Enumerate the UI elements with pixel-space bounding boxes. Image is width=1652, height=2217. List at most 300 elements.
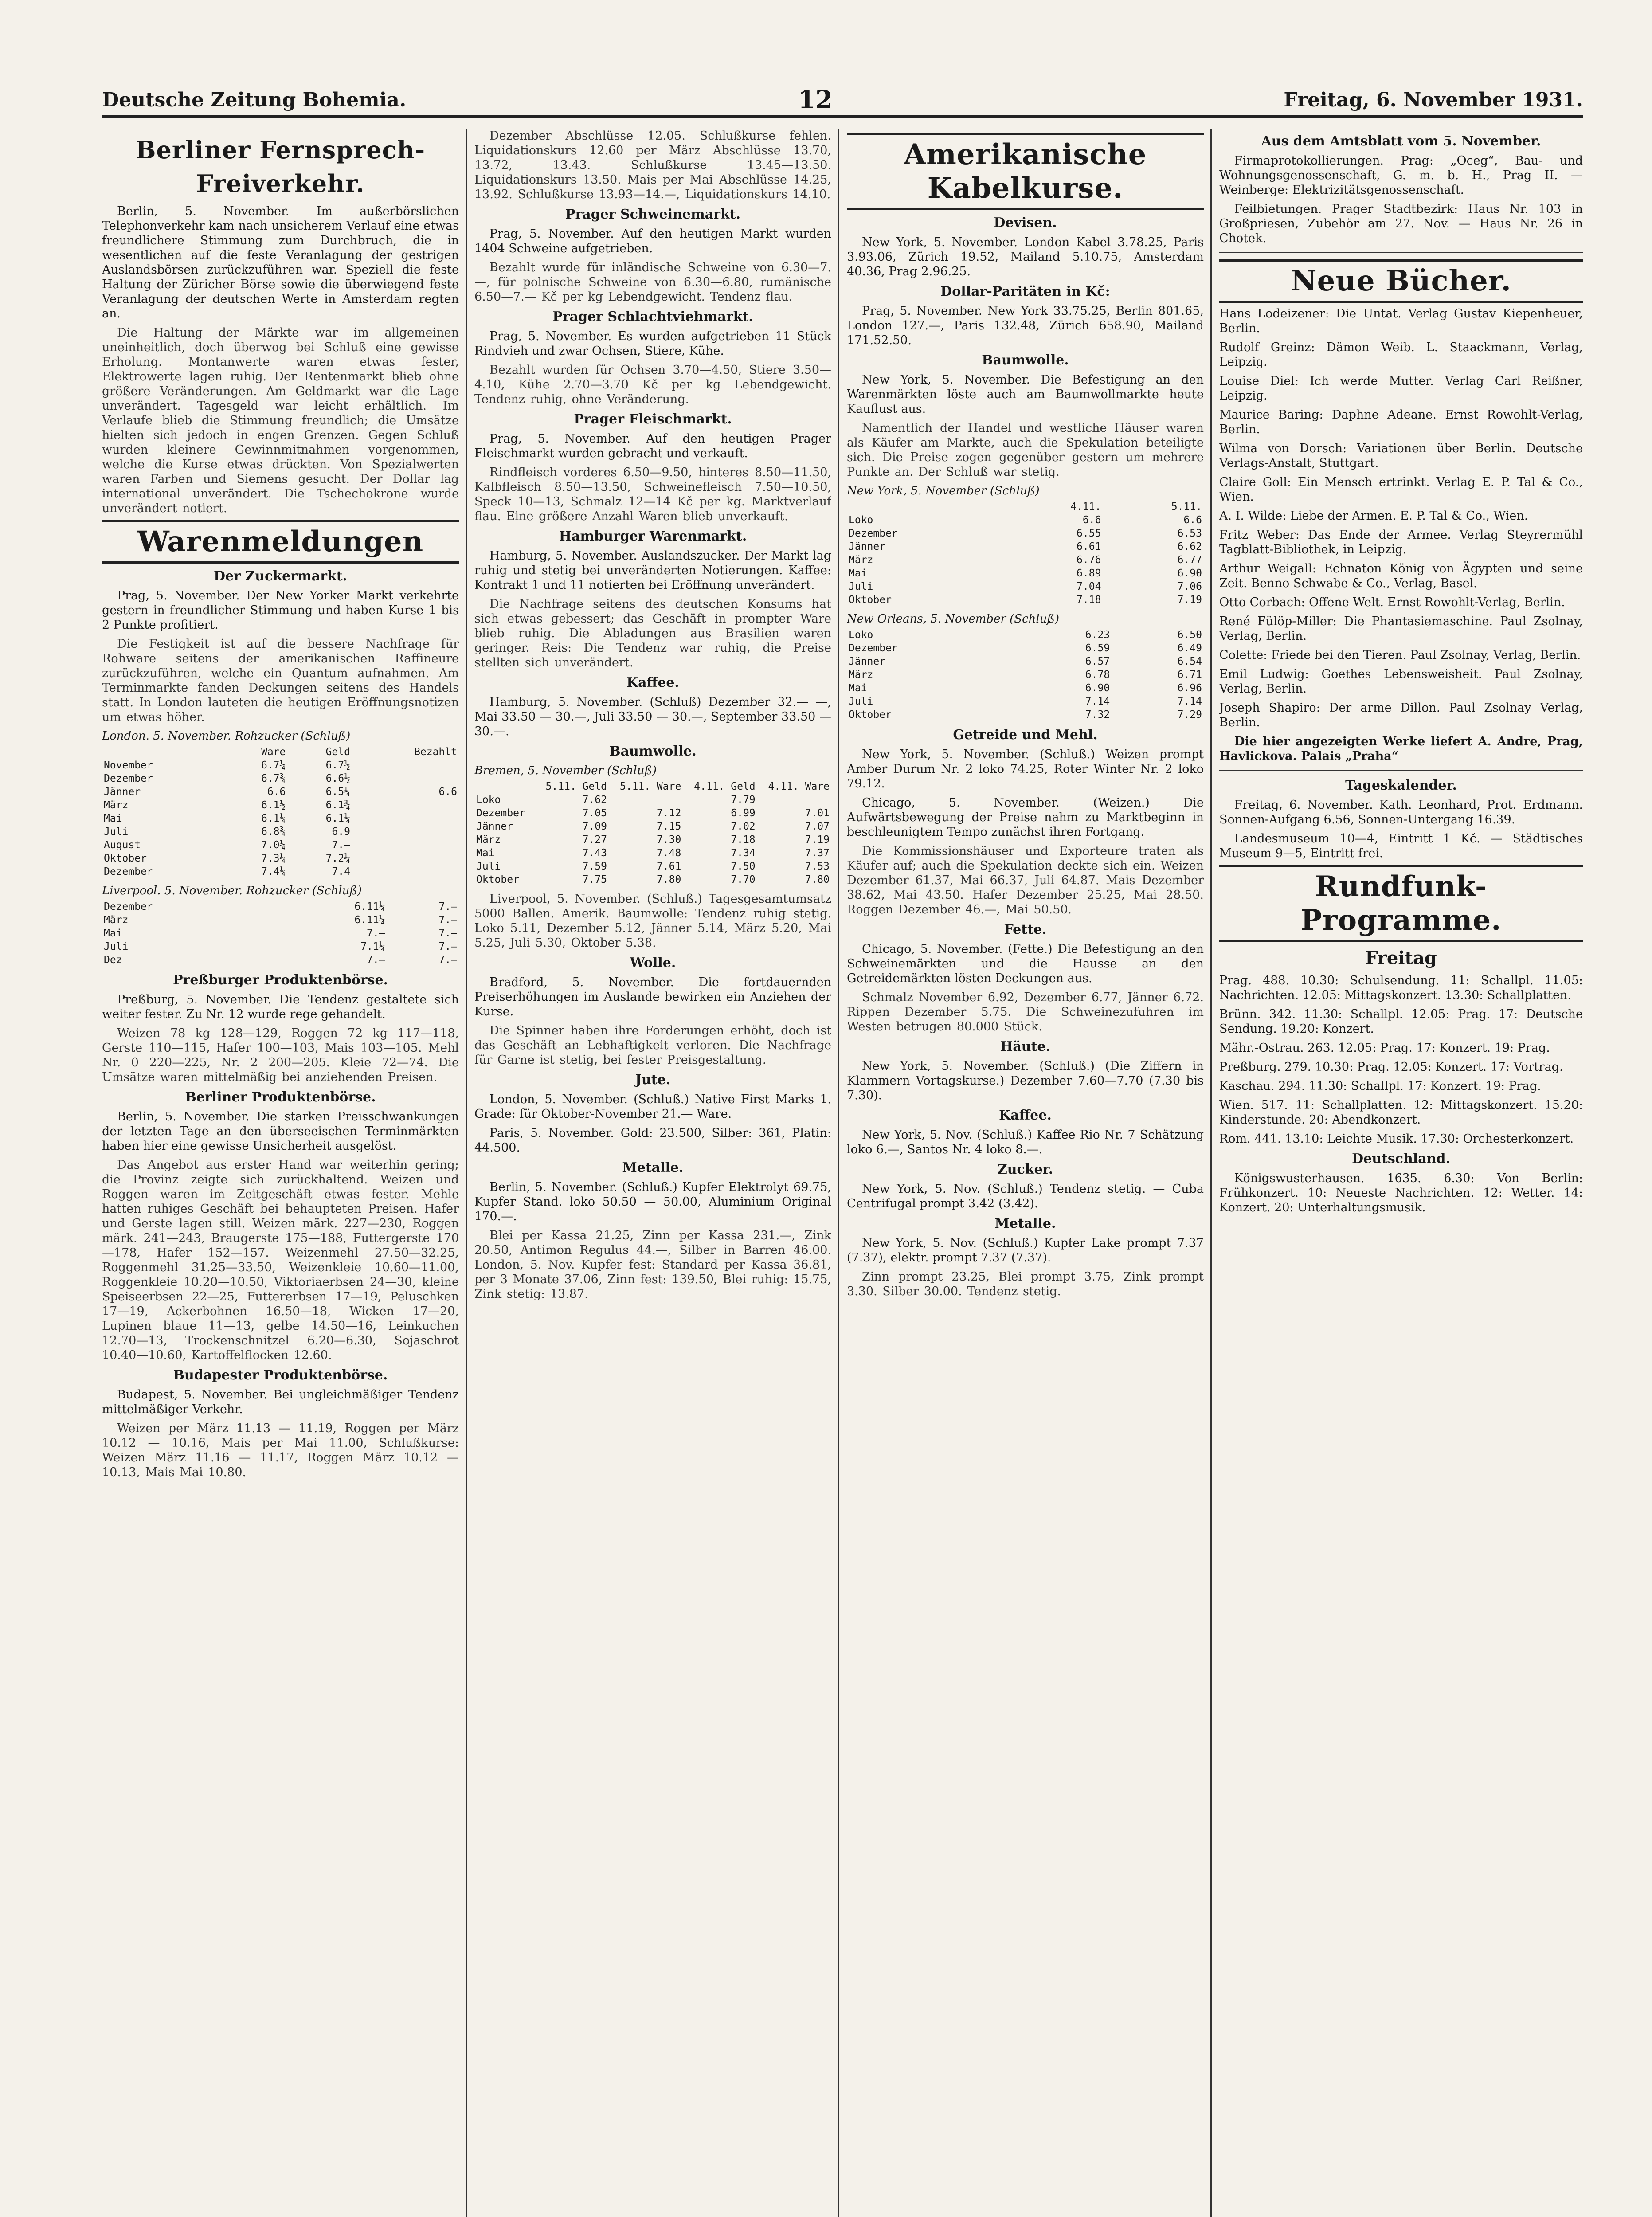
book-entry: Maurice Baring: Daphne Adeane. Ernst Rowohlt-Verlag, Berlin. (1219, 408, 1583, 436)
table-row (847, 655, 1204, 668)
sub-zuckermarkt: Der Zuckermarkt. (213, 568, 348, 584)
table-row (847, 695, 1204, 708)
table-header-cell: 5.11. (1171, 501, 1202, 513)
divider (1219, 252, 1583, 253)
metalle-ny-body: Zinn prompt 23.25, Blei prompt 3.75, Zink prompt 3.30. Silber 30.00. Tendenz stetig. (847, 1270, 1204, 1298)
table-cell: Mai (849, 682, 867, 694)
table-cell: 7.32 (1085, 709, 1110, 721)
schlacht-body: Bezahlt wurden für Ochsen 3.70—4.50, Stiere 3.50—4.10, Kühe 2.70—3.70 Kč per kg Lebendgewicht. Tendenz ruhig, ohne Veränderung. (474, 363, 831, 406)
table-cell: 7.48 (656, 847, 681, 859)
devisen-text: New York, 5. November. London Kabel 3.78.25, Paris 3.93.06, Zürich 19.52, Mailand 5.10.75, Amsterdam 40.36, Prag 2.96.25. (847, 235, 1204, 278)
sub-haeute: Häute. (1000, 1039, 1050, 1054)
headline-kabelkurse: Amerikanische Kabelkurse. (847, 133, 1204, 210)
table-cell (352, 772, 459, 785)
kaffee-hamburg-text: Hamburg, 5. November. (Schluß) Dezember 32.— —, Mai 33.50 — 30.—, Juli 33.50 — 30.—, September 33.50 — 30.—. (474, 695, 831, 738)
table-row (102, 825, 459, 838)
sub-pressburg: Preßburger Produktenbörse. (172, 972, 388, 988)
table-cell: 7.— (438, 941, 457, 952)
table-cell (352, 759, 459, 772)
table-cell: 7.19 (805, 834, 830, 846)
table-row (102, 838, 459, 852)
table-cell: 7.— (438, 954, 457, 966)
table-row (847, 580, 1204, 593)
table-cell: 7.53 (805, 861, 830, 872)
table-cell: 7.04 (1077, 581, 1101, 592)
gold-text: Paris, 5. November. Gold: 23.500, Silber: 361, Platin: 44.500. (474, 1126, 831, 1155)
table-cell: 6.1¼ (261, 813, 286, 824)
table-cell: 6.53 (1177, 528, 1202, 539)
table-cell: Juli (104, 826, 129, 838)
sub-devisen: Devisen. (994, 215, 1057, 231)
table-cell: Jänner (476, 821, 513, 832)
table-cell: 6.96 (1177, 682, 1202, 694)
table-cell: 7.30 (656, 834, 681, 846)
table-cell: März (849, 669, 873, 681)
pressburg-body: Weizen 78 kg 128—129, Roggen 72 kg 117—118, Gerste 110—115, Hafer 100—103, Mais 103—105. Mehl Nr. 0 220—225, Nr. 2 200—205. Kleie 72—74. Die Umsätze waren mittelmäßig bei anziehenden Preisen. (102, 1026, 459, 1084)
sub-schlachtvieh: Prager Schlachtviehmarkt. (552, 309, 753, 325)
zucker-body: Die Festigkeit ist auf die bessere Nachfrage für Rohware seitens der amerikanischen Raffineure zurückzuführen, welche ein Quantum aufnahmen. Am Terminmarkte fanden Deckungen seitens des Handels statt. In London lauteten die heutigen Eröffnungsnotizen um etwas höher. (102, 637, 459, 724)
table-cell: 7.80 (656, 874, 681, 885)
sub-getreide: Getreide und Mehl. (953, 727, 1098, 743)
table-cell: 6.71 (1177, 669, 1202, 681)
table-cell: Oktober (849, 709, 892, 721)
no-cotton-label: New Orleans, 5. November (Schluß) (847, 612, 1059, 626)
table-cell: Dezember (104, 901, 153, 913)
table-cell: 6.1¾ (325, 799, 350, 811)
table-cell: 6.5¼ (325, 786, 350, 798)
column-4 (1219, 129, 1583, 2217)
chicago-text: Chicago, 5. November. (Weizen.) Die Aufwärtsbewegung der Preise nahm zu Marktbeginn in beschleunigtem Tempo zunächst ihren Fortgang. (847, 796, 1204, 839)
book-entry: Arthur Weigall: Echnaton König von Ägypten und seine Zeit. Benno Schwabe & Co., Verlag, Basel. (1219, 562, 1583, 590)
haeute-text: New York, 5. November. (Schluß.) (Die Ziffern in Klammern Vortagskurse.) Dezember 7.60—7.70 (7.30 bis 7.30). (847, 1059, 1204, 1102)
sub-schweinemarkt: Prager Schweinemarkt. (565, 207, 741, 222)
table-header-cell: 5.11. Ware (619, 781, 681, 792)
table-cell: 7.4¼ (261, 866, 286, 877)
table-cell: 6.6½ (325, 773, 350, 784)
schwein-body: Bezahlt wurde für inländische Schweine von 6.30—7.—, für polnische Schweine von 6.30—6.80, rumänische 6.50—7.— Kč per kg Lebendgewicht. Tendenz flau. (474, 261, 831, 304)
table-row (102, 772, 459, 785)
book-entry: Otto Corbach: Offene Welt. Ernst Rowohlt-Verlag, Berlin. (1219, 595, 1565, 609)
table-row (102, 852, 459, 865)
table-row (102, 953, 459, 967)
table-cell: Oktober (104, 853, 147, 864)
divider (1219, 770, 1583, 771)
book-entry: Louise Diel: Ich werde Mutter. Verlag Carl Reißner, Leipzig. (1219, 374, 1583, 403)
table-header-cell: 4.11. Ware (768, 781, 830, 792)
books-note: Die hier angezeigten Werke liefert A. Andre, Prag, Havlickova. Palais „Praha“ (1219, 735, 1583, 763)
radio-entry: Rom. 441. 13.10: Leichte Musik. 17.30: Orchesterkonzert. (1219, 1132, 1574, 1146)
table-cell: 6.7¼ (261, 760, 286, 771)
jute-text: London, 5. November. (Schluß.) Native First Marks 1. Grade: für Oktober-November 21.— Ware. (474, 1093, 831, 1121)
amtsblatt-head: Aus dem Amtsblatt vom 5. November. (1261, 133, 1541, 149)
sub-zucker-ny: Zucker. (997, 1162, 1053, 1177)
table-row (847, 553, 1204, 567)
table-row (102, 940, 459, 953)
table-cell: Mai (849, 568, 867, 579)
table-row (474, 820, 831, 833)
kaffee-ny-text: New York, 5. Nov. (Schluß.) Kaffee Rio Nr. 7 Schätzung loko 6.—, Santos Nr. 4 loko 8.—. (847, 1128, 1204, 1156)
table-row (102, 913, 459, 927)
table-cell: 7.27 (582, 834, 607, 846)
table-cell: 7.2¼ (325, 853, 350, 864)
table-cell: 7.— (332, 839, 350, 851)
table-cell: 6.90 (1085, 682, 1110, 694)
table-row (847, 628, 1204, 642)
table-cell (352, 812, 459, 825)
table-cell: 7.50 (731, 861, 756, 872)
zucker-ny-text: New York, 5. Nov. (Schluß.) Tendenz stetig. — Cuba Centrifugal prompt 3.42 (3.42). (847, 1182, 1204, 1210)
museum-text: Landesmuseum 10—4, Eintritt 1 Kč. — Städtisches Museum 9—5, Eintritt frei. (1219, 832, 1583, 860)
getreide-text: New York, 5. November. (Schluß.) Weizen prompt Amber Durum Nr. 2 loko 74.25, Roter Winter Nr. 2 loko 79.12. (847, 748, 1204, 791)
table-row (102, 812, 459, 825)
table-cell (757, 793, 831, 807)
sub-baumwolle-bremen: Baumwolle. (609, 744, 697, 759)
table-cell: Juli (476, 861, 501, 872)
schlacht-text: Prag, 5. November. Es wurden aufgetrieben 11 Stück Rindvieh und zwar Ochsen, Stiere, Kühe. (474, 329, 831, 358)
fleisch-body: Rindfleisch vorderes 6.50—9.50, hinteres 8.50—11.50, Kalbfleisch 8.50—13.50, Schweinefleisch 7.50—10.50, Speck 10—13, Schmalz 12—14 Kč per kg. Marktverlauf flau. Eine größere Anzahl Waren blieb unverkauft. (474, 466, 831, 523)
table-header-cell: Ware (261, 746, 286, 758)
table-row (847, 540, 1204, 553)
table-cell: 6.7½ (325, 760, 350, 771)
budapest-body: Weizen per März 11.13 — 11.19, Roggen per März 10.12 — 10.16, Mais per Mai 11.00, Schlußkurse: Weizen März 11.16 — 11.17, Roggen März 10.12 — 10.13, Mais Mai 10.80. (102, 1422, 459, 1479)
table-cell: 6.57 (1085, 656, 1110, 667)
table-cell: 7.34 (731, 847, 756, 859)
table-cell: August (104, 839, 141, 851)
masthead (102, 84, 1583, 118)
book-entry: Rudolf Greinz: Dämon Weib. L. Staackmann, Verlag, Leipzig. (1219, 341, 1583, 369)
table-cell: 7.80 (805, 874, 830, 885)
kalender-head: Tageskalender. (1345, 778, 1457, 793)
column-1 (102, 129, 459, 2217)
bremen-label: Bremen, 5. November (Schluß) (474, 764, 657, 777)
table-cell: 6.78 (1085, 669, 1110, 681)
table-row (847, 567, 1204, 580)
table-cell: Dezember (104, 773, 153, 784)
table-cell: 7.— (367, 954, 385, 966)
table-cell: Dezember (104, 866, 153, 877)
ny-cotton-table (847, 500, 1204, 607)
table-row (847, 593, 1204, 607)
table-cell: 7.15 (656, 821, 681, 832)
table-header-cell: Geld (325, 746, 350, 758)
table-row (474, 793, 831, 807)
baumwolle-ny-text: New York, 5. November. Die Befestigung an den Warenmärkten löste auch am Baumwollmarkte heute Kauflust aus. (847, 373, 1204, 416)
table-cell: 6.6 (267, 786, 286, 798)
table-row (474, 833, 831, 846)
table-row (102, 785, 459, 799)
table-cell: 6.11¼ (354, 901, 385, 913)
table-cell: 6.61 (1077, 541, 1101, 552)
table-cell: 6.6 (438, 786, 457, 798)
column-2 (474, 129, 831, 2217)
table-cell: 6.6 (1183, 514, 1202, 526)
book-entry: Fritz Weber: Das Ende der Armee. Verlag Steyrermühl Tagblatt-Bibliothek, in Leipzig. (1219, 528, 1583, 556)
table-cell: 7.3¼ (261, 853, 286, 864)
table-cell: Loko (849, 514, 873, 526)
book-entry: A. I. Wilde: Liebe der Armen. E. P. Tal & Co., Wien. (1219, 509, 1528, 523)
table-cell: 7.18 (1077, 594, 1101, 606)
table-cell: 7.4 (332, 866, 350, 877)
fernsprech-body: Die Haltung der Märkte war im allgemeinen uneinheitlich, doch überwog bei Schluß eine gewisse Erholung. Montanwerte waren etwas fester, Elektrowerte lagen ruhig. Der Rentenmarkt blieb ohne größere Veränderungen. Am Geldmarkt war die Lage unverändert. Tagesgeld war leicht erhältlich. Im Verlaufe blieb die Stimmung freundlich; die Umsätze hielten sich jedoch in engen Grenzen. Gegen Schluß wurden kleinere Gewinnmitnahmen vorgenommen, welche die Kurse etwas drückten. Von Spezialwerten waren Farben und Siemens gesucht. Der Dollar lag international unverändert. Die Tschechokrone wurde unverändert notiert. (102, 326, 459, 515)
table-cell (352, 838, 459, 852)
table-cell: Jänner (849, 656, 886, 667)
table-cell: Mai (104, 813, 122, 824)
table-cell: 7.19 (1177, 594, 1202, 606)
feilbietungen-text: Feilbietungen. Prager Stadtbezirk: Haus Nr. 103 in Großpriesen, Zubehör am 27. Nov. — Haus Nr. 26 in Chotek. (1219, 202, 1583, 245)
table-cell: März (104, 799, 129, 811)
table-cell: 7.05 (582, 807, 607, 819)
table-cell: 7.02 (731, 821, 756, 832)
book-entry: René Fülöp-Miller: Die Phantasiemaschine. Paul Zsolnay, Verlag, Berlin. (1219, 615, 1583, 643)
issue-date: Freitag, 6. November 1931. (1284, 89, 1583, 111)
section-warenmeldungen: Warenmeldungen (102, 520, 459, 564)
table-row (102, 759, 459, 772)
radio-entry: Mähr.-Ostrau. 263. 12.05: Prag. 17: Konzert. 19: Prag. (1219, 1041, 1550, 1055)
column-rule-3 (1210, 129, 1212, 2217)
bremen-cotton-table (474, 780, 831, 886)
table-cell: März (104, 914, 129, 926)
sub-kaffee-ny: Kaffee. (999, 1108, 1052, 1123)
table-cell: 7.14 (1177, 696, 1202, 707)
table-cell: Dezember (849, 528, 898, 539)
ny-cotton-label: New York, 5. November (Schluß) (847, 484, 1040, 497)
table-cell: 7.0¼ (261, 839, 286, 851)
table-cell: 6.8¾ (261, 826, 286, 838)
schwein-text: Prag, 5. November. Auf den heutigen Markt wurden 1404 Schweine aufgetrieben. (474, 227, 831, 255)
table-cell: Oktober (476, 874, 519, 885)
table-row (847, 642, 1204, 655)
sub-metalle-berlin: Metalle. (622, 1160, 684, 1175)
liverpool-label: Liverpool. 5. November. Rohzucker (Schluß) (102, 884, 362, 897)
table-cell: 6.1¼ (325, 813, 350, 824)
table-cell (352, 852, 459, 865)
table-header-cell: 4.11. (1070, 501, 1101, 513)
radio-day: Freitag (1365, 948, 1437, 968)
sub-kaffee-hamburg: Kaffee. (626, 675, 679, 690)
table-cell: Dezember (849, 642, 898, 654)
book-entry: Emil Ludwig: Goethes Lebensweisheit. Paul Zsolnay, Verlag, Berlin. (1219, 667, 1583, 696)
table-cell: 7.07 (805, 821, 830, 832)
table-cell: 6.77 (1177, 554, 1202, 566)
berlin-produkten-body: Das Angebot aus erster Hand war weiterhin gering; die Provinz zeigte sich zurückhaltend. Weizen und Roggen waren im Zeitgeschäft etwas fester. Mehle hatten ruhiges Geschäft bei behaupteten Preisen. Hafer und Gerste lagen still. Weizen märk. 227—230, Roggen märk. 241—243, Braugerste 175—188, Futtergerste 170—178, Hafer 152—157. Weizenmehl 27.50—32.25, Roggenmehl 31.25—33.50, Weizenkleie 10.60—11.00, Roggenkleie 10.20—10.50, Viktoriaerbsen 24—30, kleine Speiseerbsen 22—25, Futtererbsen 17—19, Peluschken 17—19, Ackerbohnen 16.50—18, Wicken 17—20, Lupinen blaue 11—13, gelbe 14.50—16, Leinkuchen 12.70—13, Trockenschnitzel 6.20—6.30, Sojaschrot 10.40—10.60, Kartoffelflocken 12.60. (102, 1158, 459, 1362)
sub-jute: Jute. (635, 1072, 671, 1088)
table-header-cell: Bezahlt (414, 746, 457, 758)
new-orleans-cotton-table (847, 628, 1204, 721)
amtsblatt-text: Firmaprotokollierungen. Prag: „Oceg“, Bau- und Wohnungsgenossenschaft, G. m. b. H., Prag II. — Weinberge: Elektrizitätsgenossenschaft. (1219, 154, 1583, 197)
pressburg-text: Preßburg, 5. November. Die Tendenz gestaltete sich weiter fester. Zu Nr. 12 wurde rege gehandelt. (102, 993, 459, 1021)
fernsprech-text: Berlin, 5. November. Im außerbörslichen Telephonverkehr kam nach unsicherem Verlauf eine etwas freundlichere Stimmung zum Durchbruch, die in wesentlichen auf die feste Veranlagung der gestrigen Auslandsbörsen zurückzuführen war. Speziell die feste Haltung der Züricher Börse sowie die überwiegend feste Veranlagung der deutschen Werte in Amsterdam regten an. (102, 204, 459, 321)
radio-entry: Kaschau. 294. 11.30: Schallpl. 17: Konzert. 19: Prag. (1219, 1079, 1541, 1093)
table-cell: 6.55 (1077, 528, 1101, 539)
table-cell: 6.7¾ (261, 773, 286, 784)
fleisch-text: Prag, 5. November. Auf den heutigen Prager Fleischmarkt wurden gebracht und verkauft. (474, 432, 831, 460)
table-row (102, 799, 459, 812)
table-cell: 7.18 (731, 834, 756, 846)
table-row (847, 527, 1204, 540)
table-cell: 6.89 (1077, 568, 1101, 579)
table-row (474, 807, 831, 820)
hamburg-text: Hamburg, 5. November. Auslandszucker. Der Markt lag ruhig und stetig bei unveränderten Notierungen. Kaffee: Kontrakt 1 und 11 notierten bei Eröffnung unverändert. (474, 549, 831, 592)
table-cell (352, 865, 459, 878)
metalle-berlin-text: Berlin, 5. November. (Schluß.) Kupfer Elektrolyt 69.75, Kupfer Stand. loko 50.50 — 50.00, Aluminium Original 170.—. (474, 1180, 831, 1223)
table-header-cell (102, 745, 223, 759)
table-cell: 6.1½ (261, 799, 286, 811)
table-cell: 7.37 (805, 847, 830, 859)
table-cell: 7.29 (1177, 709, 1202, 721)
fette-text: Chicago, 5. November. (Fette.) Die Befestigung an den Schweinemärkten und die Hausse an den Getreidemärkten lösten Deckungen aus. (847, 942, 1204, 985)
table-cell: 6.49 (1177, 642, 1202, 654)
table-cell: Oktober (849, 594, 892, 606)
radio-entry: Preßburg. 279. 10.30: Prag. 12.05: Konzert. 17: Vortrag. (1219, 1060, 1563, 1074)
sub-wolle: Wolle. (630, 955, 676, 971)
table-cell: 7.06 (1177, 581, 1202, 592)
table-cell: Juli (104, 941, 129, 952)
page-number: 12 (798, 85, 833, 114)
zucker-text: Prag, 5. November. Der New Yorker Markt verkehrte gestern in freundlicher Stimmung und haben Kurse 1 bis 2 Punkte profitiert. (102, 589, 459, 632)
sub-deutschland: Deutschland. (1352, 1151, 1450, 1167)
deutschland-text: Königswusterhausen. 1635. 6.30: Von Berlin: Frühkonzert. 10: Neueste Nachrichten. 12: Wetter. 14: Konzert. 20: Unterhaltungsmusik. (1219, 1171, 1583, 1214)
table-cell: 7.43 (582, 847, 607, 859)
table-cell: 7.12 (656, 807, 681, 819)
table-row (102, 865, 459, 878)
book-entry: Claire Goll: Ein Mensch ertrinkt. Verlag E. P. Tal & Co., Wien. (1219, 475, 1583, 504)
book-entry: Wilma von Dorsch: Variationen über Berlin. Deutsche Verlags-Anstalt, Stuttgart. (1219, 442, 1583, 470)
sub-budapester: Budapester Produktenbörse. (173, 1367, 388, 1383)
market-continued: Dezember Abschlüsse 12.05. Schlußkurse fehlen. Liquidationskurs 12.60 per März Abschlüsse 13.70, 13.72, 13.43. Schlußkurse 13.45—13.50. Liquidationskurs 13.50. Mais per Mai Abschlüsse 14.25, 13.92. Schlußkurse 13.93—14.—, Liquidationskurs 14.10. (474, 129, 831, 201)
sub-metalle-ny: Metalle. (994, 1216, 1056, 1231)
hamburg-body: Die Nachfrage seitens des deutschen Konsums hat sich etwas gebessert; das Geschäft in prompter Ware blieb ruhig. Die Abladungen aus Brasilien waren geringer. Reis: Die Tendenz war ruhig, die Preise stellten sich unverändert. (474, 597, 831, 670)
table-cell: 7.79 (731, 794, 756, 806)
chicago-body: Die Kommissionshäuser und Exporteure traten als Käufer auf; auch die Spekulation deckte sich ein. Weizen Dezember 61.37, Mai 66.37, Juli 64.87. Mais Dezember 38.62, Mai 43.50. Hafer Dezember 25.25, Mai 28.50. Roggen Dezember 46.—, Mai 50.50. (847, 844, 1204, 917)
table-cell: 7.62 (582, 794, 607, 806)
table-cell: Dezember (476, 807, 525, 819)
table-row (847, 682, 1204, 695)
column-rule-2 (838, 129, 839, 2217)
table-row (102, 900, 459, 913)
berlin-produkten-text: Berlin, 5. November. Die starken Preisschwankungen der letzten Tage an den überseeischen Terminmärkten haben hier eine gewisse Unsicherheit ausgelöst. (102, 1110, 459, 1153)
table-cell: 6.90 (1177, 568, 1202, 579)
table-cell: 7.61 (656, 861, 681, 872)
table-cell: März (476, 834, 501, 846)
table-cell: 7.14 (1085, 696, 1110, 707)
table-cell: 6.76 (1077, 554, 1101, 566)
table-row (847, 513, 1204, 527)
headline-neue-buecher: Neue Bücher. (1219, 259, 1583, 303)
table-cell: 6.99 (731, 807, 756, 819)
table-cell: 7.59 (582, 861, 607, 872)
table-cell: Mai (104, 928, 122, 939)
sub-baumwolle-ny: Baumwolle. (982, 353, 1069, 368)
newspaper-page (102, 84, 1583, 2217)
table-cell (609, 793, 683, 807)
books-list (1219, 306, 1583, 730)
metalle-berlin-body: Blei per Kassa 21.25, Zinn per Kassa 231.—, Zink 20.50, Antimon Regulus 44.—, Silber in Barren 46.00. London, 5. Nov. Kupfer fest: Standard per Kassa 36.81, per 3 Monate 37.06, Zinn fest: 139.50, Blei ruhig: 15.75, Zink stetig: 13.87. (474, 1229, 831, 1301)
sub-berliner-produktenboerse: Berliner Produktenbörse. (185, 1089, 376, 1105)
table-cell (352, 825, 459, 838)
table-cell: 7.01 (805, 807, 830, 819)
table-cell: 6.54 (1177, 656, 1202, 667)
table-cell: Juli (849, 696, 873, 707)
table-cell: 6.23 (1085, 629, 1110, 641)
headline-rundfunk: Rundfunk-Programme. (1219, 865, 1583, 942)
table-row (474, 846, 831, 860)
table-cell: 7.70 (731, 874, 756, 885)
table-cell: Juli (849, 581, 873, 592)
london-sugar-table (102, 745, 459, 878)
table-cell (352, 799, 459, 812)
table-cell: 6.11¼ (354, 914, 385, 926)
book-entry: Colette: Friede bei den Tieren. Paul Zsolnay, Verlag, Berlin. (1219, 648, 1581, 662)
table-cell: Loko (476, 794, 501, 806)
table-header-cell (474, 780, 535, 793)
book-entry: Hans Lodeizener: Die Untat. Verlag Gustav Kiepenheuer, Berlin. (1219, 307, 1583, 335)
sub-fleischmarkt: Prager Fleischmarkt. (574, 411, 732, 427)
table-row (474, 873, 831, 886)
sub-fette: Fette. (1004, 922, 1047, 937)
column-rule-1 (466, 129, 467, 2217)
table-header-cell (847, 500, 1002, 513)
liverpool-sugar-table (102, 900, 459, 967)
sub-dollar-paritaeten: Dollar-Paritäten in Kč: (940, 284, 1110, 299)
radio-entry: Prag. 488. 10.30: Schulsendung. 11: Schallpl. 11.05: Nachrichten. 12.05: Mittagskonzert. 13.30: Schallplatten. (1219, 974, 1583, 1002)
table-cell: 6.59 (1085, 642, 1110, 654)
table-cell: 7.09 (582, 821, 607, 832)
column-3 (847, 129, 1204, 2217)
book-entry: Joseph Shapiro: Der arme Dillon. Paul Zsolnay Verlag, Berlin. (1219, 701, 1583, 729)
liverpool-cotton-body: Liverpool, 5. November. (Schluß.) Tagesgesamtumsatz 5000 Ballen. Amerik. Baumwolle: Tendenz ruhig stetig. Loko 5.11, Dezember 5.12, Jänner 5.14, März 5.20, Mai 5.25, Juli 5.30, Oktober 5.38. (474, 892, 831, 950)
table-row (847, 668, 1204, 682)
london-label: London. 5. November. Rohzucker (Schluß) (102, 729, 351, 743)
radio-entry: Brünn. 342. 11.30: Schallpl. 12.05: Prag. 17: Deutsche Sendung. 19.20: Konzert. (1219, 1007, 1583, 1036)
kalender-text: Freitag, 6. November. Kath. Leonhard, Prot. Erdmann. Sonnen-Aufgang 6.56, Sonnen-Untergang 16.39. (1219, 798, 1583, 826)
table-cell: Jänner (104, 786, 141, 798)
table-cell: November (104, 760, 153, 771)
table-row (102, 927, 459, 940)
table-cell: Dez (104, 954, 122, 966)
table-cell: 7.— (367, 928, 385, 939)
dollar-text: Prag, 5. November. New York 33.75.25, Berlin 801.65, London 127.—, Paris 132.48, Zürich 658.90, Mailand 171.52.50. (847, 304, 1204, 347)
radio-list (1219, 973, 1583, 1146)
headline-fernsprech: Berliner Fernsprech-Freiverkehr. (135, 136, 426, 198)
table-row (474, 860, 831, 873)
wolle-body: Die Spinner haben ihre Forderungen erhöht, doch ist das Geschäft an Lebhaftigkeit verloren. Die Nachfrage für Garne ist stetig, bei fester Preisgestaltung. (474, 1024, 831, 1067)
table-header-cell: 4.11. Geld (694, 781, 756, 792)
table-cell: 7.— (438, 928, 457, 939)
table-cell: 7.1¼ (360, 941, 385, 952)
table-cell: 6.9 (332, 826, 350, 838)
budapest-text: Budapest, 5. November. Bei ungleichmäßiger Tendenz mittelmäßiger Verkehr. (102, 1388, 459, 1416)
wolle-text: Bradford, 5. November. Die fortdauernden Preiserhöhungen im Auslande bewirken ein Anziehen der Kurse. (474, 975, 831, 1018)
table-cell: 6.6 (1082, 514, 1101, 526)
table-cell: 6.50 (1177, 629, 1202, 641)
fette-body: Schmalz November 6.92, Dezember 6.77, Jänner 6.72. Rippen Dezember 5.75. Die Schweinezufuhren im Westen betrugen 80.000 Stück. (847, 991, 1204, 1034)
table-cell: März (849, 554, 873, 566)
metalle-ny-text: New York, 5. Nov. (Schluß.) Kupfer Lake prompt 7.37 (7.37), elektr. prompt 7.37 (7.37). (847, 1236, 1204, 1265)
table-row (847, 708, 1204, 721)
table-cell: Mai (476, 847, 495, 859)
sub-hamburger-warenmarkt: Hamburger Warenmarkt. (559, 529, 747, 544)
table-cell: 7.75 (582, 874, 607, 885)
table-cell: Jänner (849, 541, 886, 552)
paper-name: Deutsche Zeitung Bohemia. (102, 89, 407, 111)
table-cell: 7.— (438, 901, 457, 913)
table-cell: 6.62 (1177, 541, 1202, 552)
table-header-cell: 5.11. Geld (545, 781, 607, 792)
radio-entry: Wien. 517. 11: Schallplatten. 12: Mittagskonzert. 15.20: Kinderstunde. 20: Abendkonzert. (1219, 1098, 1583, 1127)
baumwolle-ny-body: Namentlich der Handel und westliche Häuser waren als Käufer am Markte, auch die Spekulation beteiligte sich. Die Preise zogen gegenüber gestern um mehrere Punkte an. Der Schluß war stetig. (847, 421, 1204, 479)
table-cell: Loko (849, 629, 873, 641)
table-cell: 7.— (438, 914, 457, 926)
